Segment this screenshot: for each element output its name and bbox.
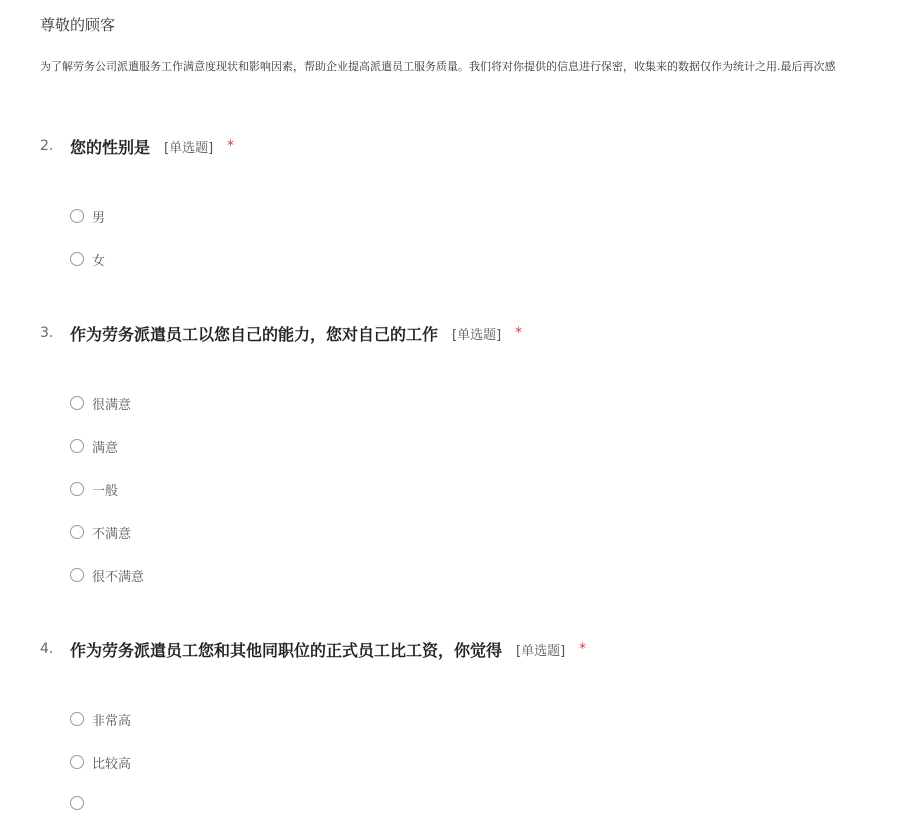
question-title: 您的性别是 bbox=[70, 137, 151, 157]
option-female[interactable] bbox=[70, 249, 105, 269]
radio-button[interactable] bbox=[70, 525, 84, 539]
question-header bbox=[40, 637, 586, 661]
option-partial[interactable] bbox=[70, 793, 92, 813]
required-marker: * bbox=[579, 641, 587, 657]
option-label: 满意 bbox=[92, 440, 119, 456]
option-very-dissatisfied[interactable] bbox=[70, 565, 144, 585]
question-number: 3. bbox=[40, 325, 54, 341]
radio-button[interactable] bbox=[70, 396, 84, 410]
option-label: 很不满意 bbox=[92, 569, 145, 585]
radio-button[interactable] bbox=[70, 755, 84, 769]
option-label: 比较高 bbox=[92, 756, 132, 772]
question-type: [单选题] bbox=[452, 327, 502, 343]
greeting: 尊敬的顾客 bbox=[40, 16, 116, 34]
required-marker: * bbox=[227, 138, 235, 154]
option-neutral[interactable] bbox=[70, 479, 118, 499]
option-label: 一般 bbox=[92, 483, 119, 499]
radio-button[interactable] bbox=[70, 568, 84, 582]
question-type: [单选题] bbox=[516, 643, 566, 659]
option-dissatisfied[interactable] bbox=[70, 522, 131, 542]
radio-button[interactable] bbox=[70, 252, 84, 266]
option-fairly-high[interactable] bbox=[70, 752, 131, 772]
question-number: 2. bbox=[40, 138, 54, 154]
question-title: 作为劳务派遣员工以您自己的能力，您对自己的工作 bbox=[70, 324, 439, 344]
option-male[interactable] bbox=[70, 206, 105, 226]
question-header bbox=[40, 134, 234, 158]
question-header bbox=[40, 321, 522, 345]
question-number: 4. bbox=[40, 641, 54, 657]
radio-button[interactable] bbox=[70, 439, 84, 453]
question-title: 作为劳务派遣员工您和其他同职位的正式员工比工资，你觉得 bbox=[70, 640, 503, 660]
option-label: 不满意 bbox=[92, 526, 132, 542]
option-very-high[interactable] bbox=[70, 709, 131, 729]
required-marker: * bbox=[515, 325, 523, 341]
option-label: 男 bbox=[92, 210, 106, 226]
option-label: 很满意 bbox=[92, 397, 132, 413]
radio-button[interactable] bbox=[70, 712, 84, 726]
intro-text: 为了解劳务公司派遣服务工作满意度现状和影响因素，帮助企业提高派遣员工服务质量。我们将对你提供的信息进行保密，收集来的数据仅作为统计之用.最后再次感 bbox=[40, 60, 836, 73]
radio-button[interactable] bbox=[70, 796, 84, 810]
option-label: 女 bbox=[92, 253, 106, 269]
option-label: 非常高 bbox=[92, 713, 132, 729]
radio-button[interactable] bbox=[70, 482, 84, 496]
option-very-satisfied[interactable] bbox=[70, 393, 131, 413]
radio-button[interactable] bbox=[70, 209, 84, 223]
option-satisfied[interactable] bbox=[70, 436, 118, 456]
question-type: [单选题] bbox=[164, 140, 214, 156]
